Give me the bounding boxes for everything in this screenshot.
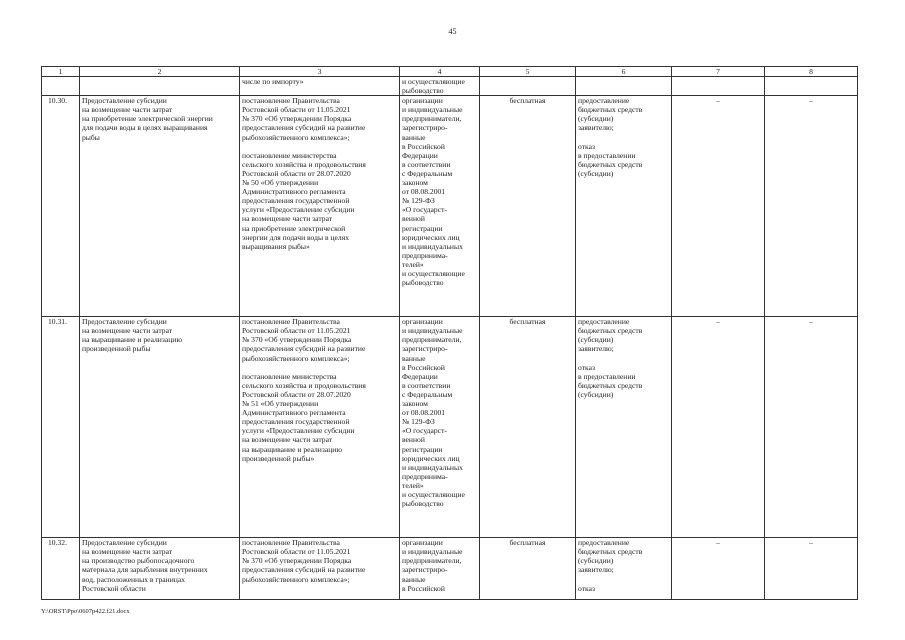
recipients-cell: и осуществляющие рыбоводство	[400, 77, 480, 96]
service-name-cell: Предоставление субсидии на возмещение части затрат на приобретение электрической энергии для подачи воды в целях выращивания рыбы	[80, 96, 240, 317]
service-name-cell: Предоставление субсидии на возмещение части затрат на выращивание и реализацию произведенной рыбы	[80, 317, 240, 538]
col7-cell: –	[672, 96, 765, 317]
file-path-footer: Y:\ORST\Ppo\0607p422.f21.docx	[41, 608, 130, 615]
header-cell: 8	[765, 67, 858, 77]
row-number: 10.30.	[42, 96, 80, 317]
basis-cell: числе по импорту»	[240, 77, 400, 96]
col7-cell: –	[672, 317, 765, 538]
basis-cell: постановление Правительства Ростовской области от 11.05.2021 № 370 «Об утверждении Порядка предоставления субсидий на развитие рыбохозяйственного комплекса»; постановление министерства сельского хозяйства и продовольствия Ростовской области от 28.07.2020 № 51 «Об утверждении Административного регламента предоставления государственной услуги «Предоставление субсидии на возмещение части затрат на выращивание и реализацию произведенной рыбы»	[240, 317, 400, 538]
header-cell: 6	[576, 67, 672, 77]
page-number: 45	[448, 27, 457, 36]
row-number: 10.31.	[42, 317, 80, 538]
basis-cell: постановление Правительства Ростовской области от 11.05.2021 № 370 «Об утверждении Порядка предоставления субсидий на развитие рыбохозяйственного комплекса»;	[240, 538, 400, 600]
cost-cell: бесплатная	[480, 538, 576, 600]
result-cell: предоставление бюджетных средств (субсидии) заявителю; отказ в предоставлении бюджетных средств (субсидии)	[576, 317, 672, 538]
col8-cell: –	[765, 538, 858, 600]
col7-cell: –	[672, 538, 765, 600]
col8-cell: –	[765, 317, 858, 538]
table-row	[42, 317, 858, 538]
service-name-cell: Предоставление субсидии на возмещение части затрат на производство рыбопосадочного материала для зарыбления внутренних вод, расположенных в границах Ростовской области	[80, 538, 240, 600]
row-number: 10.32.	[42, 538, 80, 600]
header-cell: 1	[42, 67, 80, 77]
result-cell: предоставление бюджетных средств (субсидии) заявителю; отказ	[576, 538, 672, 600]
recipients-cell: организации и индивидуальные предприниматели, зарегистриро- ванные в Российской	[400, 538, 480, 600]
header-cell: 4	[400, 67, 480, 77]
header-cell: 7	[672, 67, 765, 77]
result-cell: предоставление бюджетных средств (субсидии) заявителю; отказ в предоставлении бюджетных средств (субсидии)	[576, 96, 672, 317]
header-cell: 3	[240, 67, 400, 77]
header-row	[42, 67, 858, 77]
recipients-cell: организации и индивидуальные предприниматели, зарегистриро- ванные в Российской Федерации в соответствии с Федеральным законом от 08.08.2001 № 129-ФЗ «О государст- венной регистрации юридических лиц и индивидуальных предпринима- телей» и осуществляющие рыбоводство	[400, 96, 480, 317]
header-cell: 5	[480, 67, 576, 77]
continuation-row	[42, 77, 858, 96]
cost-cell: бесплатная	[480, 317, 576, 538]
basis-cell: постановление Правительства Ростовской области от 11.05.2021 № 370 «Об утверждении Порядка предоставления субсидий на развитие рыбохозяйственного комплекса»; постановление министерства сельского хозяйства и продовольствия Ростовской области от 28.07.2020 № 50 «Об утверждении Административного регламента предоставления государственной услуги «Предоставление субсидии на возмещение части затрат на приобретение электрической энергии для подачи воды в целях выращивания рыбы»	[240, 96, 400, 317]
col8-cell: –	[765, 96, 858, 317]
table-row	[42, 96, 858, 317]
cost-cell: бесплатная	[480, 96, 576, 317]
table-row	[42, 538, 858, 600]
header-cell: 2	[80, 67, 240, 77]
recipients-cell: организации и индивидуальные предприниматели, зарегистриро- ванные в Российской Федерации в соответствии с Федеральным законом от 08.08.2001 № 129-ФЗ «О государст- венной регистрации юридических лиц и индивидуальных предпринима- телей» и осуществляющие рыбоводство	[400, 317, 480, 538]
services-table	[41, 66, 858, 600]
